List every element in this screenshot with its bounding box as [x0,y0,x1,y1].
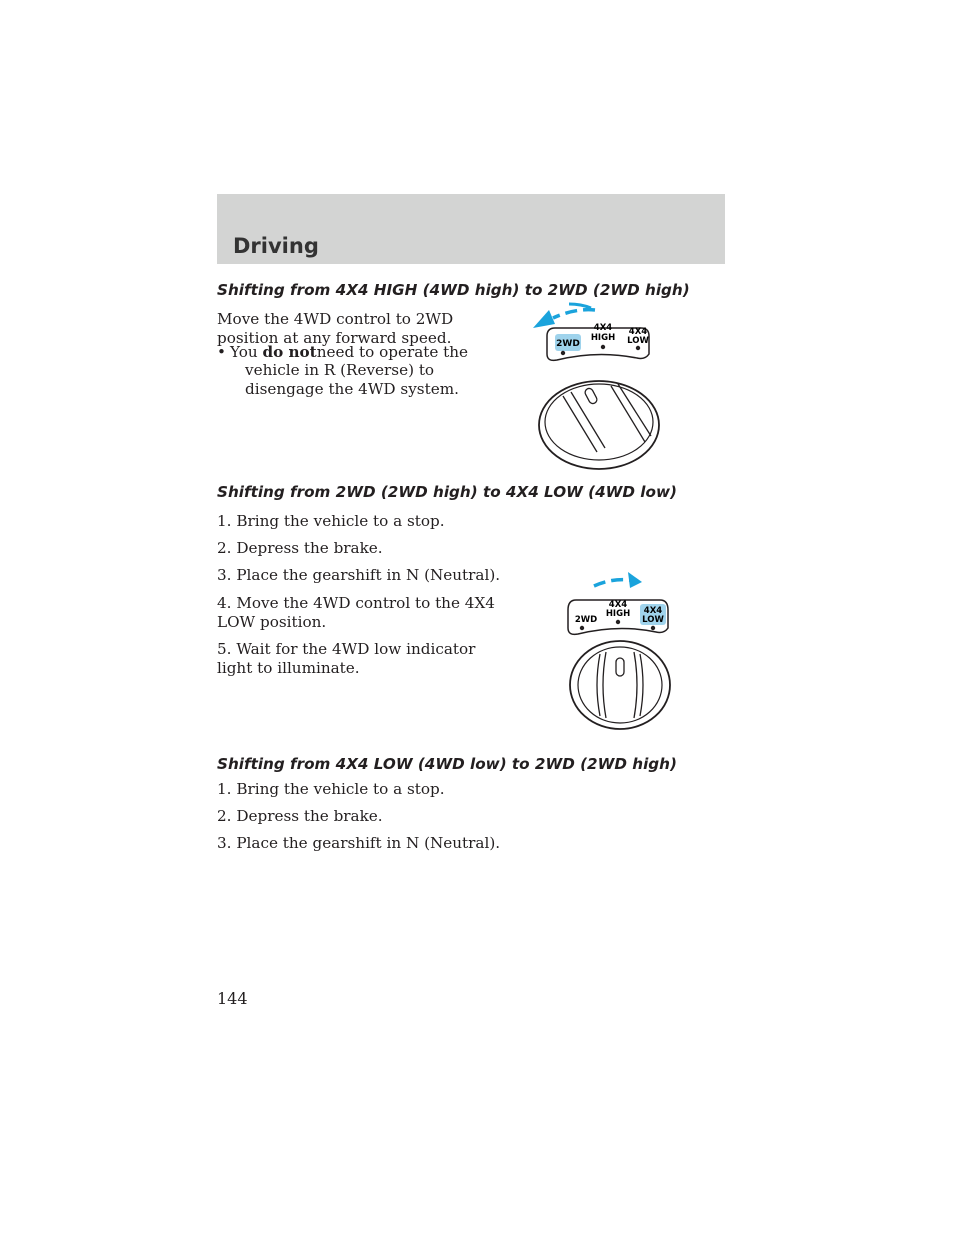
label-2wd: 2WD [556,339,580,349]
step-3: 3. Place the gearshift in N (Neutral). [217,834,501,852]
figure-4wd-control-4x4-low [560,570,680,735]
label-high: HIGH [605,609,631,619]
bullet-emphasis: do not [262,343,317,361]
bullet-line-3: disengage the 4WD system. [245,379,459,398]
bullet-symbol: • [217,343,226,361]
label-4x4-high-top: 4X4 [608,600,628,610]
arrow-segment [569,304,591,308]
label-high: HIGH [590,333,616,343]
label-4x4-low-top: 4X4 [628,327,648,337]
step-3: 3. Place the gearshift in N (Neutral). [217,566,501,584]
arrow-head-icon [628,572,642,588]
dot-2wd [580,626,584,630]
section1-heading: Shifting from 4X4 HIGH (4WD high) to 2WD (2WD high) [217,281,690,299]
knob-pointer [616,658,624,676]
bullet-suffix: need to operate the [316,343,469,361]
bullet-text [230,343,468,362]
step-4-line-1: 4. Move the 4WD control to the 4X4 [217,594,495,612]
step-1: 1. Bring the vehicle to a stop. [217,780,445,798]
direction-arrow-icon [594,580,630,586]
figure-4wd-control-2wd [525,300,675,470]
dot-high [601,345,605,349]
bullet-continuation [245,361,459,398]
label-4x4-low-top: 4X4 [643,606,663,616]
dot-low [636,346,640,350]
page-number: 144 [217,989,248,1008]
header-band [217,194,725,264]
direction-arrow-icon [553,310,595,318]
knob-outer [570,641,670,729]
step-5-line-1: 5. Wait for the 4WD low indicator [217,640,476,658]
section1-text [217,310,453,347]
section-title: Driving [233,234,319,258]
dot-high [616,620,620,624]
bullet-prefix: You [230,343,263,361]
step-4 [217,594,495,631]
label-low: LOW [627,336,649,346]
label-4x4-high-top: 4X4 [593,323,613,333]
step-2: 2. Depress the brake. [217,807,383,825]
step-1: 1. Bring the vehicle to a stop. [217,512,445,530]
knob-outer [539,381,659,469]
step-4-line-2: LOW position. [217,612,327,631]
section2-heading: Shifting from 2WD (2WD high) to 4X4 LOW (4WD low) [217,483,677,501]
label-2wd: 2WD [574,615,598,625]
section1-line-2: position at any forward speed. [217,328,452,347]
arrow-head-icon [533,310,555,328]
dot-low [651,626,655,630]
step-5-line-2: light to illuminate. [217,658,360,677]
label-low: LOW [642,615,664,625]
step-2: 2. Depress the brake. [217,539,383,557]
section3-heading: Shifting from 4X4 LOW (4WD low) to 2WD (2WD high) [217,755,677,773]
dot-2wd [561,351,565,355]
section1-line-1: Move the 4WD control to 2WD [217,310,454,328]
step-5 [217,640,475,677]
bullet-line-2: vehicle in R (Reverse) to [245,361,435,379]
